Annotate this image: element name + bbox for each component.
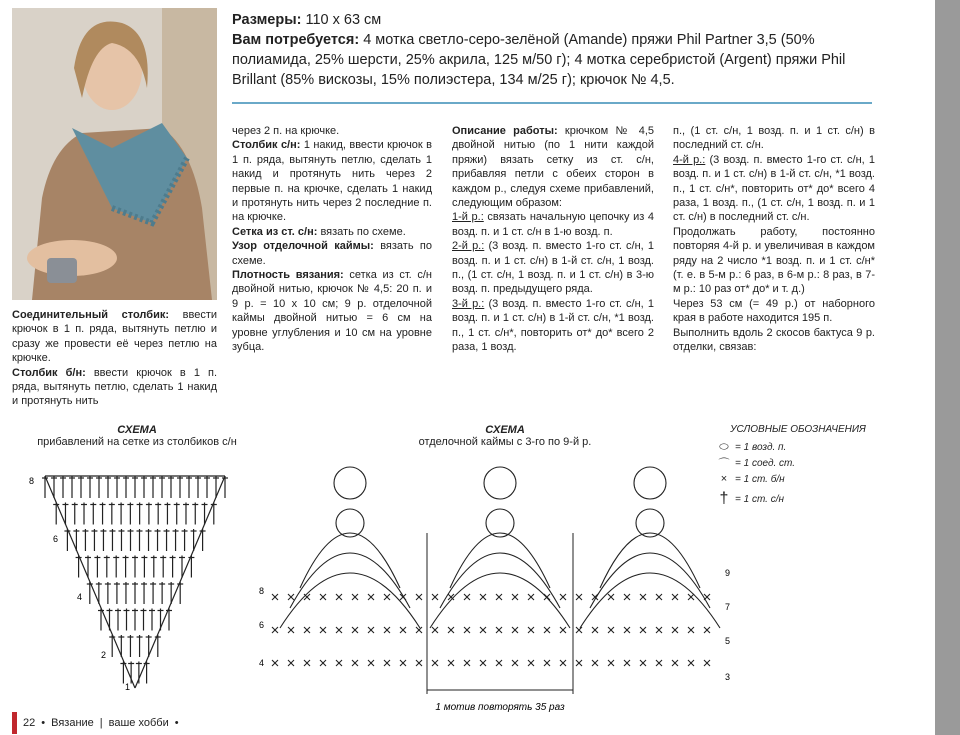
ss-text: ввести крючок в 1 п. ряда, вытянуть петлю и сразу же провести её через петлю на крючке. — [12, 309, 217, 365]
after53-text: Через 53 см (= 49 р.) от наборного края в работе находится 195 п. — [673, 297, 875, 325]
gauge-text: сетка из ст. с/н двойной нитью, крючок № 4,5: 20 п. и 9 р. = 10 х 10 см; 9 р. отделочной каймы двойной нитью = 6 см на уровне углубления и 10 см на уровне зубца. — [232, 269, 432, 354]
edge-row-4: 4 — [259, 658, 265, 668]
repeat-label: 1 мотив повторять 35 раз — [435, 702, 565, 713]
edging-marks — [272, 467, 720, 666]
legend-item-slip — [713, 455, 883, 471]
scheme1-row-4: 4 — [77, 592, 83, 602]
edging-text: Выполнить вдоль 2 скосов бактуса 9 р. отделки, связав: — [673, 326, 875, 354]
gauge-title: Плотность вязания: — [232, 269, 344, 282]
sbn-text: ввести крючок в 1 п. ряда, вытянуть петлю, сделать 1 накид и протянуть нить — [12, 366, 218, 408]
row2-label: 2-й р.: — [452, 240, 485, 253]
edge-text: вязать по схеме. — [232, 240, 432, 267]
header-block — [232, 10, 872, 90]
row1-text: связать начальную цепочку из 4 возд. п. и 1 ст. с/н в 1-ю возд. п. — [452, 211, 654, 238]
legend-title: УСЛОВНЫЕ ОБОЗНАЧЕНИЯ — [730, 424, 866, 435]
viewer-scrollbar[interactable] — [935, 0, 960, 735]
continue-text: Продолжать работу, постоянно повторяя 4-й р. и увеличивая в каждом ряду на 2 число *1 возд. п. и 1 ст. с/н* (т. е. в 5-м р.: 6 раз, в 6-м р.: 8 раз, в 7-м р.: 10 раз от* до* и т. д.) — [673, 225, 875, 296]
row2-text: (3 возд. п. вместо 1-го ст. с/н, 1 возд. п. и 1 ст. с/н) в 1-й ст. с/н, 1 возд. п., (1 ст. с/н, 1 возд. п. и 1 ст. с/н) в 3-ю возд. п. предыдущего ряда. — [452, 240, 654, 296]
row3-label: 3-й р.: — [452, 297, 485, 310]
work-text: крючком № 4,5 двойной нитью (по 1 нити каждой пряжи) вязать сетку из ст. с/н, прибавляя петли с обеих сторон в каждом р., следуя схеме прибавлений, следующим образом: — [452, 125, 654, 210]
chain-arch — [280, 573, 420, 628]
scheme1-row-6: 6 — [53, 534, 59, 544]
text-column-2 — [232, 124, 432, 355]
picot-ring — [634, 467, 666, 499]
slip-stitch-icon: ⌒ — [718, 458, 730, 470]
row4-text: (3 возд. п. вместо 1-го ст. с/н, 1 возд. п. и 1 ст. с/н) в 1-й ст. с/н, *1 возд. п., 1 ст. с/н*, повторить от* до* всего 4 раза, 1 возд. п., (1 ст. с/н, 1 возд. п. и 1 ст. с/н) в последний ст. с/н. — [673, 153, 875, 224]
single-crochet-icon: × — [720, 473, 728, 485]
magazine-subtitle: ваше хобби — [108, 717, 169, 729]
edge-row-6: 6 — [259, 620, 265, 630]
work-title: Описание работы: — [452, 125, 558, 137]
photo-illustration — [12, 8, 217, 300]
mesh-title: Сетка из ст. с/н: — [232, 225, 318, 238]
legend — [713, 424, 883, 511]
model-photo — [12, 8, 217, 300]
legend-item-sc — [713, 471, 883, 487]
stitch-rows — [42, 476, 228, 684]
legend-text: = 1 ст. б/н — [735, 473, 785, 485]
text-column-4 — [673, 124, 875, 355]
edge-row-8: 8 — [259, 586, 265, 596]
chain-arch — [290, 553, 410, 608]
ss-title: Соединительный столбик: — [12, 309, 169, 321]
scheme1-row-2: 2 — [101, 650, 107, 660]
materials-line — [232, 30, 872, 90]
edging-scheme — [255, 458, 740, 716]
chain-arch — [580, 573, 720, 628]
needs-label: Вам потребуется: — [232, 32, 360, 48]
size-value: 110 х 63 см — [305, 12, 382, 28]
text-column-1 — [12, 308, 217, 409]
chain-arch — [450, 533, 550, 588]
magazine-name: Вязание — [51, 717, 94, 729]
legend-text: = 1 возд. п. — [735, 441, 787, 453]
text-column-3 — [452, 124, 654, 355]
double-crochet-icon: † — [719, 490, 729, 507]
chain-arch — [300, 533, 400, 588]
size-label: Размеры: — [232, 12, 302, 28]
picot-ring — [484, 467, 516, 499]
increase-scheme — [25, 458, 235, 703]
chain-icon: ⬭ — [719, 440, 729, 453]
col2-cont: через 2 п. на крючке. — [232, 125, 340, 137]
needs-text: 4 мотка светло-серо-зелёной (Amande) пряжи Phil Partner 3,5 (50% полиамида, 25% шерсти, 25% акрила, 125 м/50 г); 4 мотка серебристой (Argent) пряжи Phil Brillant (85% вискозы, 15% полиэстера, 134 м/25 г); крючок № 4,5. — [232, 32, 846, 88]
row3-text: (3 возд. п. вместо 1-го ст. с/н, 1 возд. п. и 1 ст. с/н) в 1-й ст. с/н, *1 возд. п., 1 ст. с/н*, повторить от* до* всего 2 раза, 1 возд. — [452, 297, 654, 354]
chain-arch — [430, 573, 570, 628]
chain-arch — [440, 553, 560, 608]
size-line — [232, 10, 872, 30]
legend-item-chain — [713, 439, 883, 455]
scheme1-row-1: 1 — [125, 682, 131, 692]
edge-row-3: 3 — [725, 672, 731, 682]
scheme2-subtitle: отделочной каймы с 3-го по 9-й р. — [418, 436, 592, 448]
footer-sep: • — [41, 717, 46, 729]
scheme1-title: СХЕМА — [117, 424, 157, 436]
footer-sep: • — [174, 717, 179, 729]
footer-sep: | — [99, 717, 103, 729]
edge-row-5: 5 — [725, 636, 731, 646]
row1-label: 1-й р.: — [452, 211, 484, 224]
chain-arch — [600, 533, 700, 588]
edge-row-7: 7 — [725, 602, 731, 612]
mesh-text: вязать по схеме. — [317, 225, 406, 238]
legend-item-dc — [713, 487, 883, 511]
edge-row-9: 9 — [725, 568, 731, 578]
edge-title: Узор отделочной каймы: — [232, 240, 374, 253]
legend-text: = 1 соед. ст. — [735, 457, 796, 469]
scheme1-row-8: 8 — [29, 476, 35, 486]
scheme2-caption — [380, 424, 630, 448]
scheme1-caption — [12, 424, 262, 448]
scheme2-title: СХЕМА — [485, 424, 525, 436]
ssn-title: Столбик с/н: — [232, 139, 301, 152]
legend-text: = 1 ст. с/н — [735, 493, 785, 505]
ssn-text: 1 накид, ввести крючок в 1 п. ряда, вытянуть петлю, сделать 1 накид и протянуть нить через 2 первые п. на крючке, сделать 1 накид и протянуть нить через 2 последние п. на крючке. — [232, 139, 432, 224]
picot-ring — [334, 467, 366, 499]
scheme1-subtitle: прибавлений на сетке из столбиков с/н — [37, 436, 237, 448]
header-rule — [232, 102, 872, 104]
sbn-title: Столбик б/н: — [12, 366, 86, 379]
page-footer — [12, 712, 179, 734]
page-number: 22 — [23, 717, 36, 729]
row4-label: 4-й р.: — [673, 153, 706, 166]
footer-mark — [12, 712, 17, 734]
col4-cont: п., (1 ст. с/н, 1 возд. п. и 1 ст. с/н) в последний ст. с/н. — [673, 125, 875, 152]
